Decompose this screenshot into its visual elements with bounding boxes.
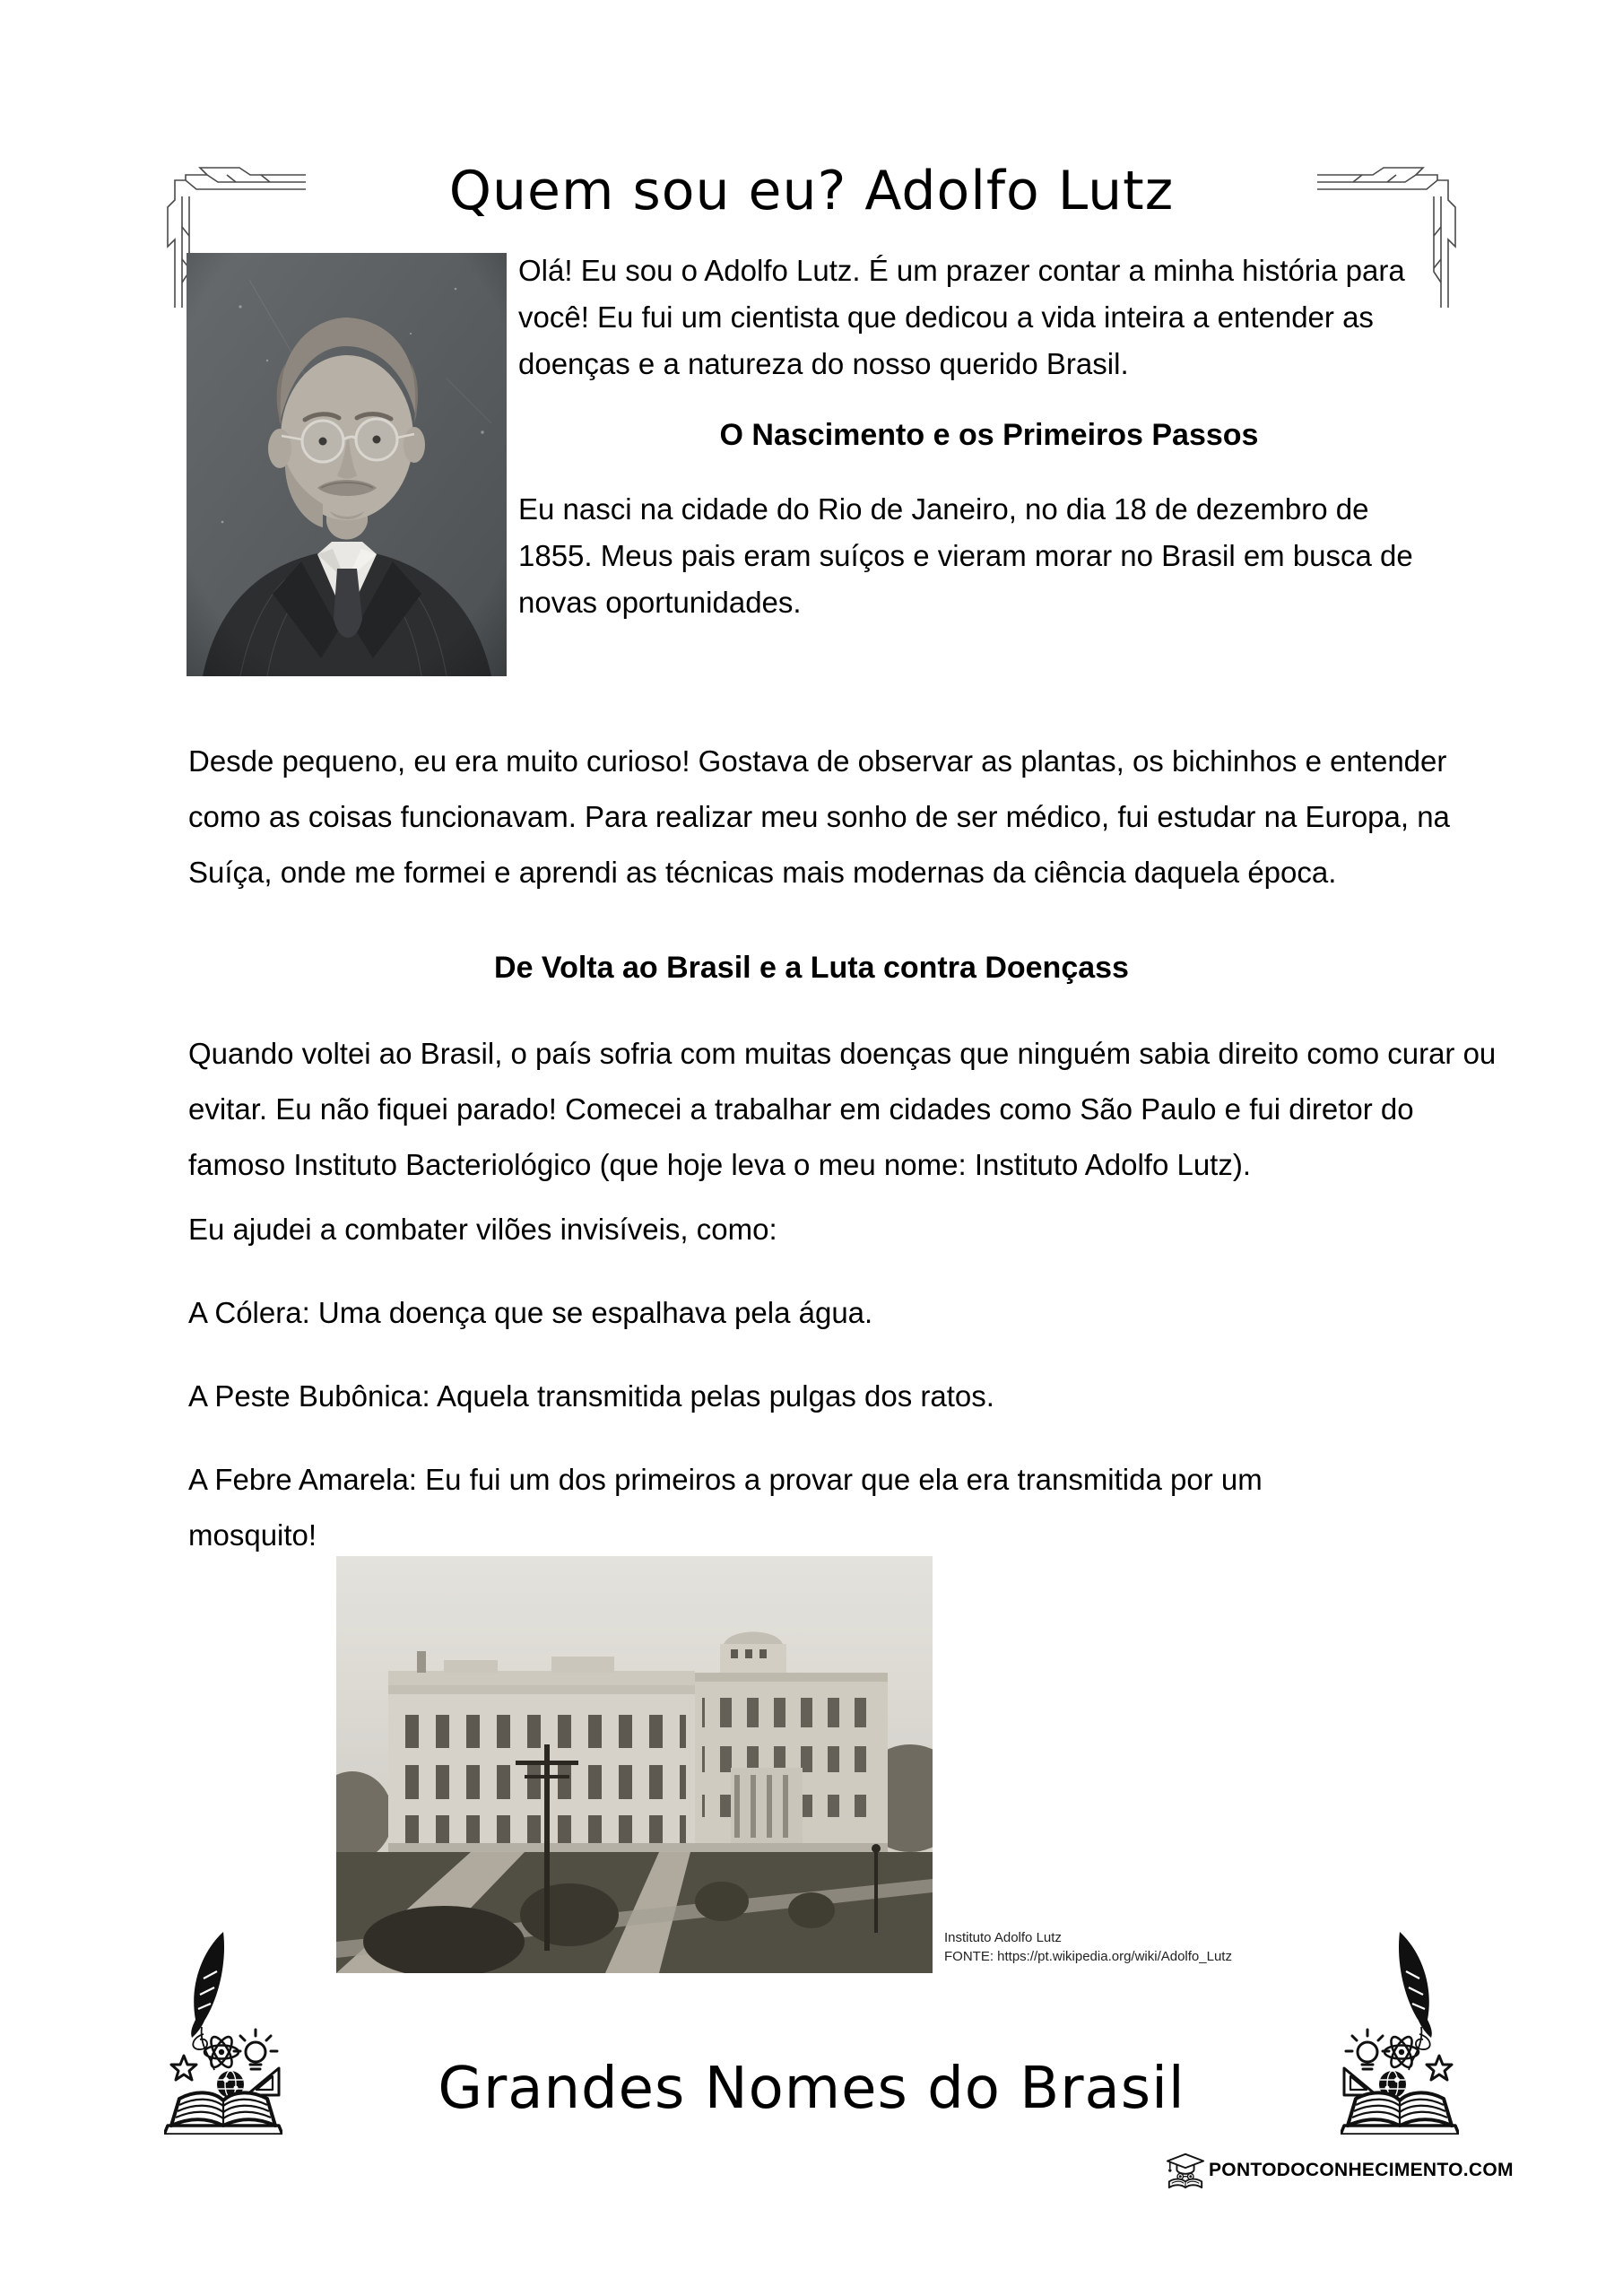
photo-caption-source: FONTE: https://pt.wikipedia.org/wiki/Adolfo_Lutz <box>944 1949 1232 1964</box>
footer-site-name: PONTODOCONHECIMENTO.COM <box>1209 2160 1514 2180</box>
photo-caption-title: Instituto Adolfo Lutz <box>944 1930 1062 1945</box>
intro-paragraph: Olá! Eu sou o Adolfo Lutz. É um prazer contar a minha história para você! Eu fui um cientista que dedicou a vida inteira a entender as doenças e a natureza do nosso querido Brasil. <box>518 254 1405 380</box>
graduate-book-logo-icon <box>1166 2151 1205 2190</box>
page-title: Quem sou eu? Adolfo Lutz <box>448 160 1175 222</box>
portrait-photo <box>187 253 507 676</box>
photo-caption <box>944 1928 1321 1966</box>
disease-item-plague: A Peste Bubônica: Aquela transmitida pelas pulgas dos ratos. <box>188 1379 994 1413</box>
footer-brand <box>1166 2151 1514 2190</box>
paragraph-childhood: Desde pequeno, eu era muito curioso! Gostava de observar as plantas, os bichinhos e entender como as coisas funcionavam. Para realizar meu sonho de ser médico, fui estudar na Europa, na Suíça, onde me formei e aprendi as técnicas mais modernas da ciência daquela época. <box>188 744 1450 889</box>
section-body-return: Quando voltei ao Brasil, o país sofria com muitas doenças que ninguém sabia direito como curar ou evitar. Eu não fiquei parado! Comecei a trabalhar em cidades como São Paulo e fui diretor do famoso Instituto Bacteriológico (que hoje leva o meu nome: Instituto Adolfo Lutz). <box>188 1037 1497 1181</box>
paragraph-villains-intro: Eu ajudei a combater vilões invisíveis, como: <box>188 1213 777 1246</box>
footer-series-title: Grandes Nomes do Brasil <box>438 2056 1185 2122</box>
section-heading-birth: O Nascimento e os Primeiros Passos <box>719 418 1259 452</box>
disease-item-yellow-fever: A Febre Amarela: Eu fui um dos primeiros a provar que ela era transmitida por um mosquito! <box>188 1463 1263 1552</box>
disease-item-cholera: A Cólera: Uma doença que se espalhava pela água. <box>188 1296 873 1329</box>
section-body-birth: Eu nasci na cidade do Rio de Janeiro, no dia 18 de dezembro de 1855. Meus pais eram suíços e vieram morar no Brasil em busca de novas oportunidades. <box>518 492 1413 619</box>
institute-photo <box>336 1556 933 1973</box>
section-heading-return: De Volta ao Brasil e a Luta contra Doençass <box>494 951 1129 985</box>
